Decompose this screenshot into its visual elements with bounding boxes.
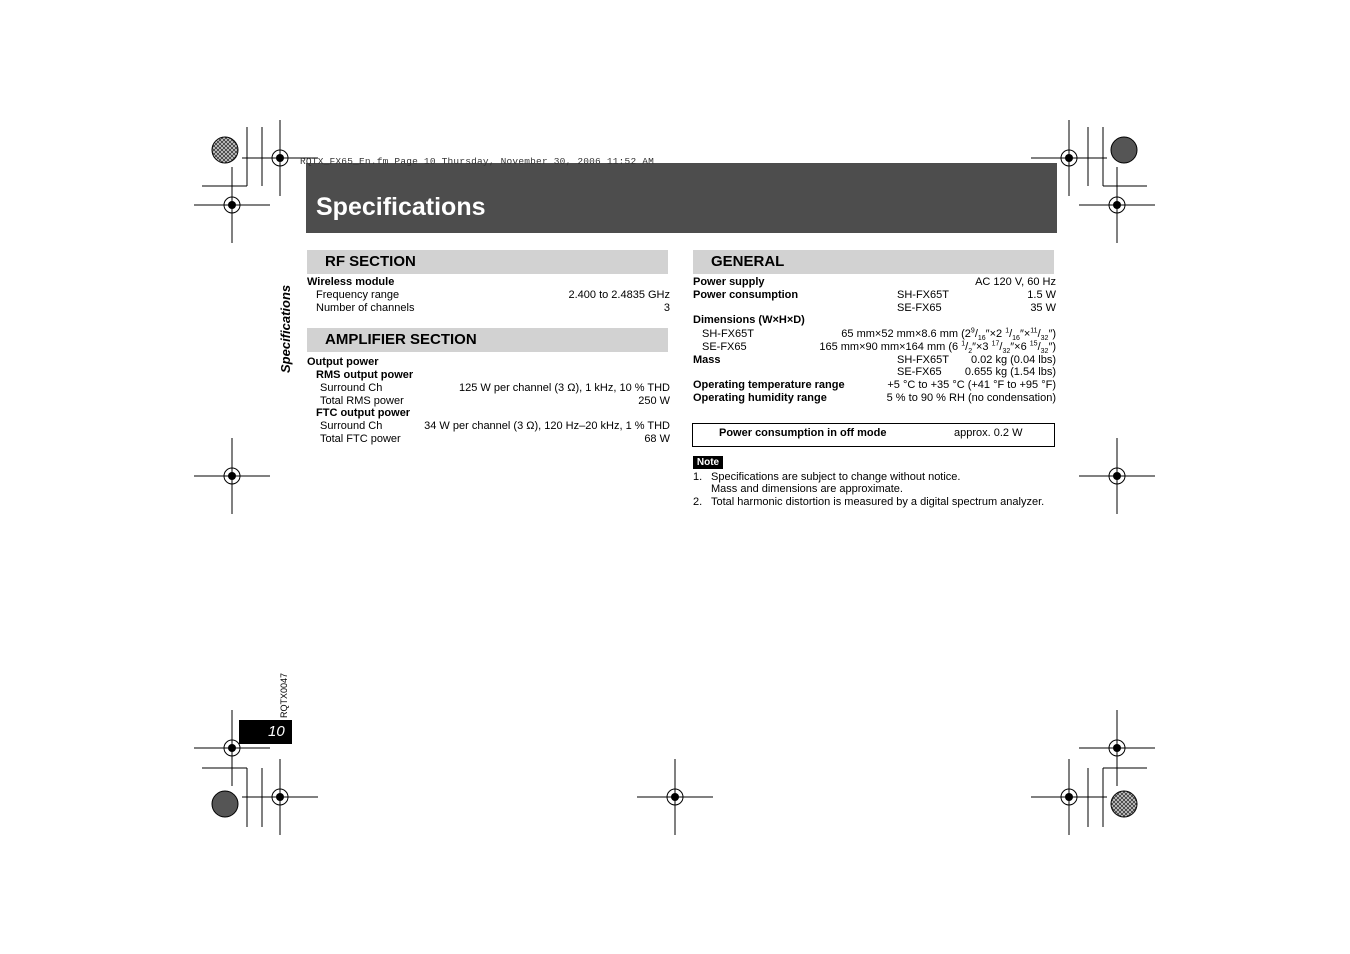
spec-value: 35 W — [1030, 302, 1056, 314]
model-name: SE-FX65 — [897, 366, 942, 378]
note-text: Total harmonic distortion is measured by a digital spectrum analyzer. — [711, 496, 1045, 508]
spec-value: 3 — [663, 302, 670, 314]
spec-label: Total RMS power — [320, 395, 404, 407]
note-text: Mass and dimensions are approximate. — [711, 483, 903, 495]
model-name: SE-FX65 — [702, 341, 747, 353]
model-name: SH-FX65T — [897, 289, 949, 301]
operating-temperature-value: +5 °C to +35 °C (+41 °F to +95 °F) — [887, 379, 1056, 391]
amplifier-section-heading: AMPLIFIER SECTION — [307, 328, 668, 352]
page-number: 10 — [268, 723, 285, 740]
dimensions-value: 165 mm×90 mm×164 mm (6 $^1/_2''\times 3$ $^{17}/_{32}''\times 6$ $^{15}/_{32}''$) — [819, 340, 1056, 356]
document-code: RQTX0047 — [279, 672, 289, 718]
spec-label: Frequency range — [316, 289, 400, 301]
note-number: 2. — [693, 496, 703, 508]
spec-value: 0.02 kg (0.04 lbs) — [971, 354, 1056, 366]
power-supply-value: AC 120 V, 60 Hz — [975, 276, 1056, 288]
model-name: SH-FX65T — [702, 328, 754, 340]
spec-label: Surround Ch — [320, 382, 383, 394]
spec-label: Total FTC power — [320, 433, 401, 445]
spec-label: Surround Ch — [320, 420, 383, 432]
spec-value: 68 W — [644, 433, 670, 445]
off-mode-value: approx. 0.2 W — [954, 427, 1023, 439]
dimensions-value: 65 mm×52 mm×8.6 mm ($2^9/_{16}''\times 2$ $^1/_{16}''\times^{11}/_{32}''$) — [841, 327, 1056, 343]
spec-value: 1.5 W — [1027, 289, 1056, 301]
model-name: SE-FX65 — [897, 302, 942, 314]
model-name: SH-FX65T — [897, 354, 949, 366]
note-badge: Note — [693, 456, 723, 469]
wireless-module-label: Wireless module — [307, 276, 395, 288]
operating-humidity-label: Operating humidity range — [693, 392, 827, 404]
file-info: RQTX_FX65_En.fm Page 10 Thursday, November 30, 2006 11:52 AM — [300, 156, 655, 167]
rf-section-heading: RF SECTION — [307, 250, 668, 274]
spec-value: 125 W per channel (3 Ω), 1 kHz, 10 % THD — [459, 382, 670, 394]
rms-output-power-label: RMS output power — [316, 369, 414, 381]
output-power-label: Output power — [307, 356, 379, 368]
spec-value: 2.400 to 2.4835 GHz — [568, 289, 670, 301]
power-consumption-label: Power consumption — [693, 289, 799, 301]
page-title: Specifications — [316, 193, 486, 221]
off-mode-label: Power consumption in off mode — [719, 427, 887, 439]
power-supply-label: Power supply — [693, 276, 765, 288]
spec-label: Number of channels — [316, 302, 415, 314]
operating-temperature-label: Operating temperature range — [693, 379, 845, 391]
mass-label: Mass — [693, 354, 721, 366]
spec-value: 34 W per channel (3 Ω), 120 Hz–20 kHz, 1 % THD — [424, 420, 670, 432]
side-section-label: Specifications — [278, 284, 293, 373]
dimensions-label: Dimensions (W×H×D) — [693, 314, 805, 326]
note-text: Specifications are subject to change without notice. — [711, 471, 961, 483]
operating-humidity-value: 5 % to 90 % RH (no condensation) — [886, 392, 1056, 404]
spec-value: 0.655 kg (1.54 lbs) — [964, 366, 1056, 378]
ftc-output-power-label: FTC output power — [316, 407, 411, 419]
spec-value: 250 W — [638, 395, 670, 407]
general-section-heading: GENERAL — [693, 250, 1054, 274]
note-number: 1. — [693, 471, 703, 483]
